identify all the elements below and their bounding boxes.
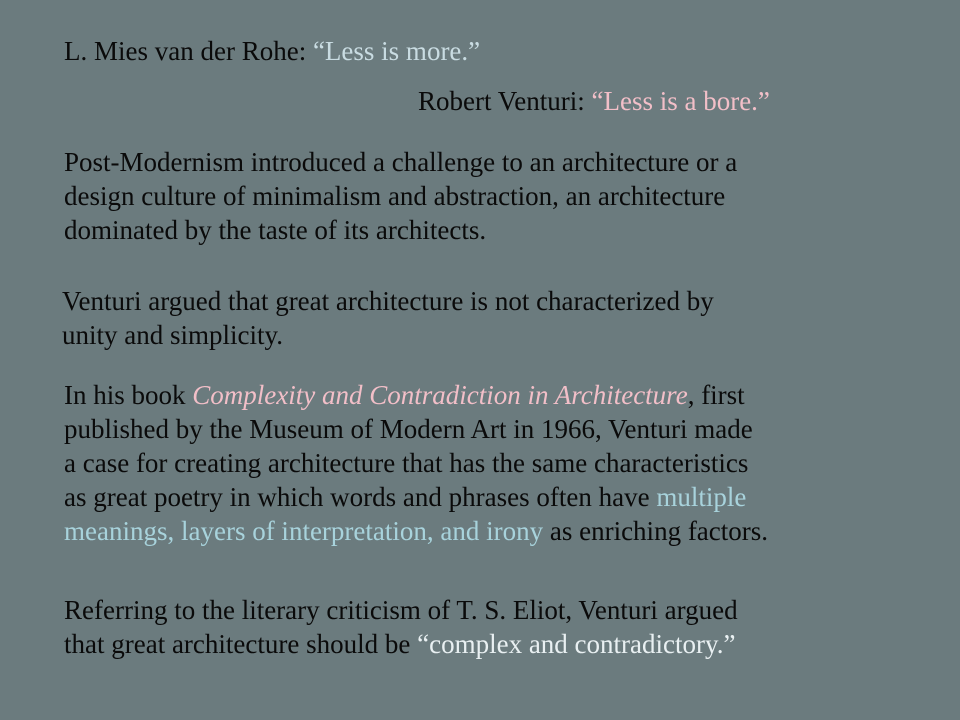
- para3-line: [64, 480, 768, 514]
- para3-line: published by the Museum of Modern Art in 1966, Venturi made: [64, 414, 753, 444]
- para3-line: [64, 514, 768, 548]
- paragraph-post-modernism: [64, 145, 737, 247]
- para3-line1-pre: In his book: [64, 380, 193, 410]
- para2-line: Venturi argued that great architecture is not characterized by: [62, 286, 714, 316]
- para4-line2-pre: that great architecture should be: [64, 629, 418, 659]
- highlight-meanings: meanings, layers of interpretation, and irony: [64, 516, 544, 546]
- paragraph-book: [64, 378, 768, 548]
- para3-line: a case for creating architecture that has the same characteristics: [64, 448, 749, 478]
- para1-line: dominated by the taste of its architects.: [64, 215, 487, 245]
- highlight-complex: “complex and contradictory.”: [417, 629, 736, 659]
- mies-quote-line: [64, 34, 480, 68]
- para1-line: Post-Modernism introduced a challenge to an architecture or a: [64, 147, 738, 177]
- mies-speaker: L. Mies van der Rohe:: [64, 36, 313, 66]
- book-title: Complexity and Contradiction in Architecture: [192, 380, 688, 410]
- highlight-multiple: multiple: [656, 482, 747, 512]
- para4-line: [64, 627, 738, 661]
- venturi-quote: “Less is a bore.”: [591, 86, 770, 116]
- paragraph-venturi-argued: [62, 284, 714, 352]
- mies-quote: “Less is more.”: [312, 36, 481, 66]
- venturi-quote-line: [418, 84, 770, 118]
- para3-line1-post: , first: [687, 380, 745, 410]
- para4-line: Referring to the literary criticism of T. S. Eliot, Venturi argued: [64, 595, 738, 625]
- para3-line: [64, 378, 768, 412]
- paragraph-eliot: [64, 593, 738, 661]
- para2-line: unity and simplicity.: [62, 320, 283, 350]
- para1-line: design culture of minimalism and abstraction, an architecture: [64, 181, 726, 211]
- para3-line5-post: as enriching factors.: [543, 516, 769, 546]
- para3-line4-pre: as great poetry in which words and phrases often have: [64, 482, 657, 512]
- venturi-speaker: Robert Venturi:: [418, 86, 592, 116]
